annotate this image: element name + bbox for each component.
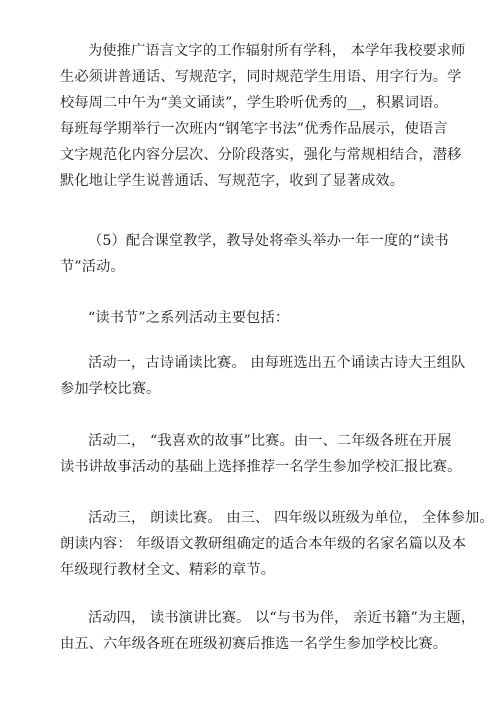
- text-line: 读书讲故事活动的基础上选择推荐一名学生参加学校汇报比赛。: [60, 459, 462, 475]
- text-line: 朗读内容： 年级语文教研组确定的适合本年级的名家名篇以及本: [60, 536, 467, 552]
- text-line: 为使推广语言文字的工作辐射所有学科， 本学年我校要求师: [88, 43, 466, 59]
- text-line: 校每周二中午为“美文诵读”，学生聆听优秀的__，积累词语。: [60, 95, 448, 111]
- paragraph-activity-four: [60, 605, 476, 657]
- paragraph-language-promotion: [60, 38, 466, 194]
- paragraph-activity-three: [60, 505, 494, 583]
- text-line: 默化地让学生说普通话、写规范字，收到了显著成效。: [60, 173, 405, 189]
- paragraph-reading-festival: [60, 228, 449, 280]
- text-line: 由五、六年级各班在班级初赛后推选一名学生参加学校比赛。: [60, 636, 448, 652]
- text-line: “读书节”之系列活动主要包括：: [88, 310, 290, 326]
- text-line: 参加学校比赛。: [60, 381, 161, 397]
- text-line: 活动一，古诗诵读比赛。 由每班选出五个诵读古诗大王组队: [88, 355, 466, 371]
- text-line: 活动四， 读书演讲比赛。 以“与书为伴， 亲近书籍”为主题，: [88, 610, 476, 626]
- text-line: （5）配合课堂教学，教导处将牵头举办一年一度的“读书: [88, 233, 449, 249]
- text-line: 年级现行教材全文、精彩的章节。: [60, 562, 276, 578]
- paragraph-activity-two: [60, 428, 462, 480]
- text-line: 活动三， 朗读比赛。 由三、 四年级以班级为单位， 全体参加。: [88, 510, 494, 526]
- paragraph-activities-intro: [60, 305, 445, 331]
- paragraph-activity-one: [60, 350, 466, 402]
- text-line: 文字规范化内容分层次、分阶段落实，强化与常规相结合，潜移: [60, 147, 462, 163]
- text-line: 活动二， “我喜欢的故事”比赛。由一、二年级各班在开展: [88, 433, 452, 449]
- text-line: 生必须讲普通话、写规范字，同时规范学生用语、用字行为。学: [60, 69, 462, 85]
- text-line: 每班每学期举行一次班内“钢笔字书法”优秀作品展示，使语言: [60, 121, 448, 137]
- text-line: 节”活动。: [60, 259, 125, 275]
